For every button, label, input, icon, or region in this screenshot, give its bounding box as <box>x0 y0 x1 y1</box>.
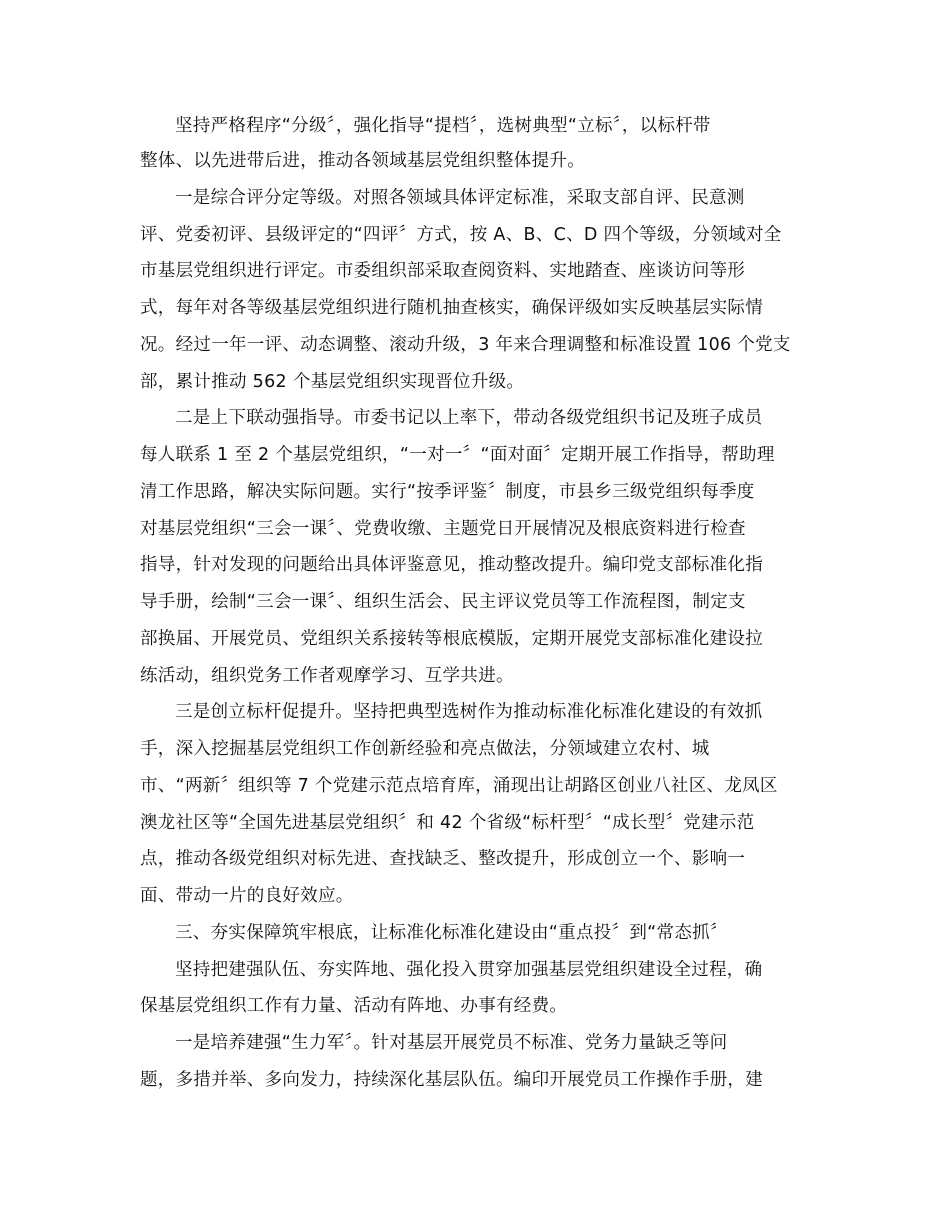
paragraph-line: 部，累计推动 562 个基层党组织实现晋位升级。 <box>140 372 525 392</box>
paragraph-line: 市基层党组织进行评定。市委组织部采取查阅资料、实地踏查、座谈访问等形 <box>140 261 746 281</box>
paragraph-line: 整体、以先进带后进，推动各领域基层党组织整体提升。 <box>140 151 585 171</box>
paragraph-line: 清工作思路，解决实际问题。实行“按季评鉴〞制度，市县乡三级党组织每季度 <box>140 482 755 502</box>
section-heading: 三、夯实保障筑牢根底，让标准化标准化建设由“重点投〞到“常态抓〞 <box>175 923 728 943</box>
paragraph-line: 三是创立标杆促提升。坚持把典型选树作为推动标准化标准化建设的有效抓 <box>175 702 763 722</box>
paragraph-line: 坚持严格程序“分级〞，强化指导“提档〞，选树典型“立标〞，以标杆带 <box>175 116 711 136</box>
paragraph-line: 评、党委初评、县级评定的“四评〞方式，按 A、B、C、D 四个等级，分领域对全 <box>140 225 782 245</box>
paragraph-line: 点，推动各级党组织对标先进、查找缺乏、整改提升，形成创立一个、影响一 <box>140 849 746 869</box>
paragraph-line: 题，多措并举、多向发力，持续深化基层队伍。编印开展党员工作操作手册，建 <box>140 1070 763 1090</box>
paragraph-line: 导手册，绘制“三会一课〞、组织生活会、民主评议党员等工作流程图，制定支 <box>140 592 746 612</box>
paragraph-line: 手，深入挖掘基层党组织工作创新经验和亮点做法，分领域建立农村、城 <box>140 739 710 759</box>
paragraph-line: 部换届、开展党员、党组织关系接转等根底模版，定期开展党支部标准化建设拉 <box>140 629 763 649</box>
paragraph-line: 市、“两新〞组织等 7 个党建示范点培育库，涌现出让胡路区创业八社区、龙凤区 <box>140 776 778 796</box>
paragraph-line: 每人联系 1 至 2 个基层党组织，“一对一〞“面对面〞定期开展工作指导，帮助理 <box>140 445 775 465</box>
paragraph-line: 保基层党组织工作有力量、活动有阵地、办事有经费。 <box>140 996 568 1016</box>
paragraph-line: 指导，针对发现的问题给出具体评鉴意见，推动整改提升。编印党支部标准化指 <box>140 555 763 575</box>
paragraph-line: 坚持把建强队伍、夯实阵地、强化投入贯穿加强基层党组织建设全过程，确 <box>175 960 763 980</box>
paragraph-line: 澳龙社区等“全国先进基层党组织〞和 42 个省级“标杆型〞“成长型〞党建示范 <box>140 813 755 833</box>
paragraph-line: 面、带动一片的良好效应。 <box>140 886 354 906</box>
paragraph-line: 练活动，组织党务工作者观摩学习、互学共进。 <box>140 666 514 686</box>
paragraph-line: 一是培养建强“生力军〞。针对基层开展党员不标准、党务力量缺乏等问 <box>175 1033 728 1053</box>
paragraph-line: 一是综合评分定等级。对照各领域具体评定标准，采取支部自评、民意测 <box>175 188 745 208</box>
paragraph-line: 对基层党组织“三会一课〞、党费收缴、主题党日开展情况及根底资料进行检查 <box>140 519 746 539</box>
paragraph-line: 况。经过一年一评、动态调整、滚动升级，3 年来合理调整和标准设置 106 个党支 <box>140 335 791 355</box>
paragraph-line: 二是上下联动强指导。市委书记以上率下，带动各级党组织书记及班子成员 <box>175 408 763 428</box>
paragraph-line: 式，每年对各等级基层党组织进行随机抽查核实，确保评级如实反映基层实际情 <box>140 298 763 318</box>
